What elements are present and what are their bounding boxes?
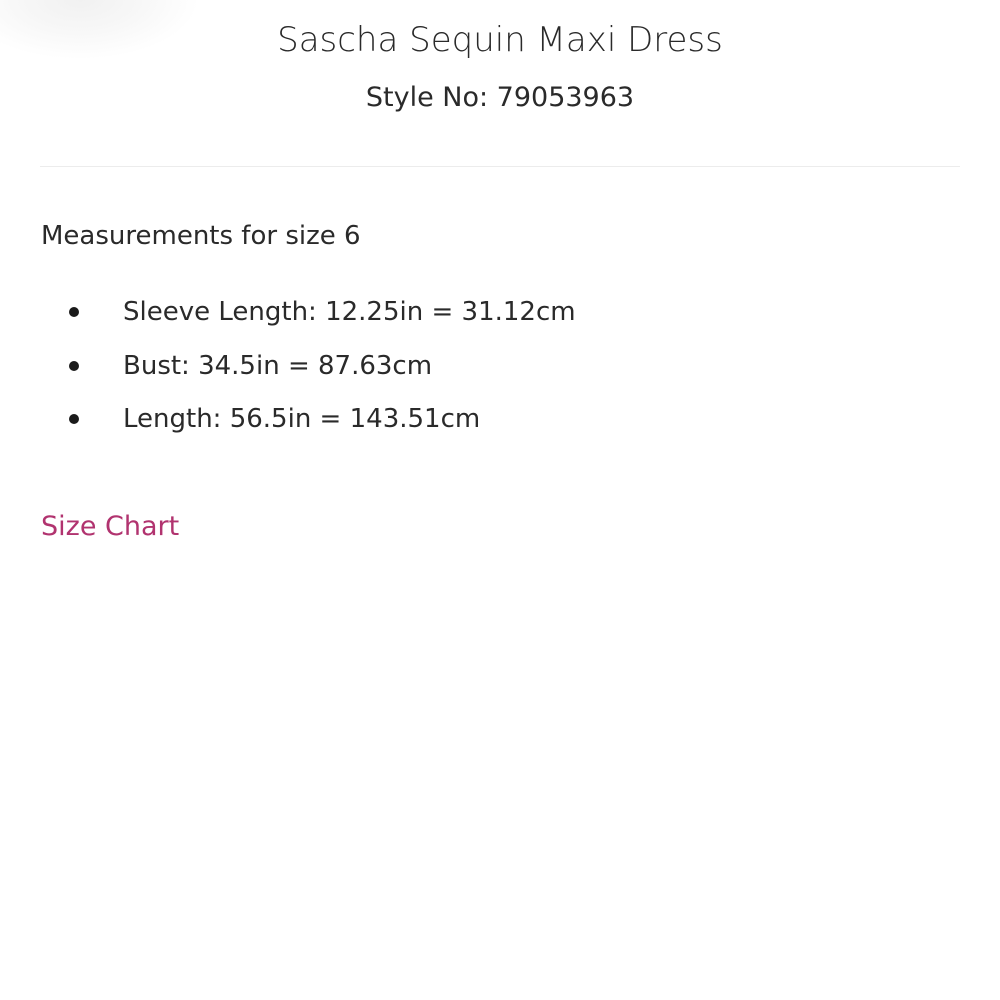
measurement-length: Length: 56.5in = 143.51cm <box>123 404 481 434</box>
measurements-heading: Measurements for size 6 <box>41 221 361 251</box>
section-divider <box>40 166 960 167</box>
bullet-icon <box>69 361 79 371</box>
style-number: Style No: 79053963 <box>365 82 635 113</box>
bullet-icon <box>69 307 79 317</box>
bullet-icon <box>69 414 79 424</box>
size-chart-link[interactable]: Size Chart <box>41 511 180 542</box>
measurement-bust: Bust: 34.5in = 87.63cm <box>123 350 433 381</box>
measurement-sleeve-length: Sleeve Length: 12.25in = 31.12cm <box>123 297 576 327</box>
product-title: Sascha Sequin Maxi Dress <box>277 20 723 60</box>
